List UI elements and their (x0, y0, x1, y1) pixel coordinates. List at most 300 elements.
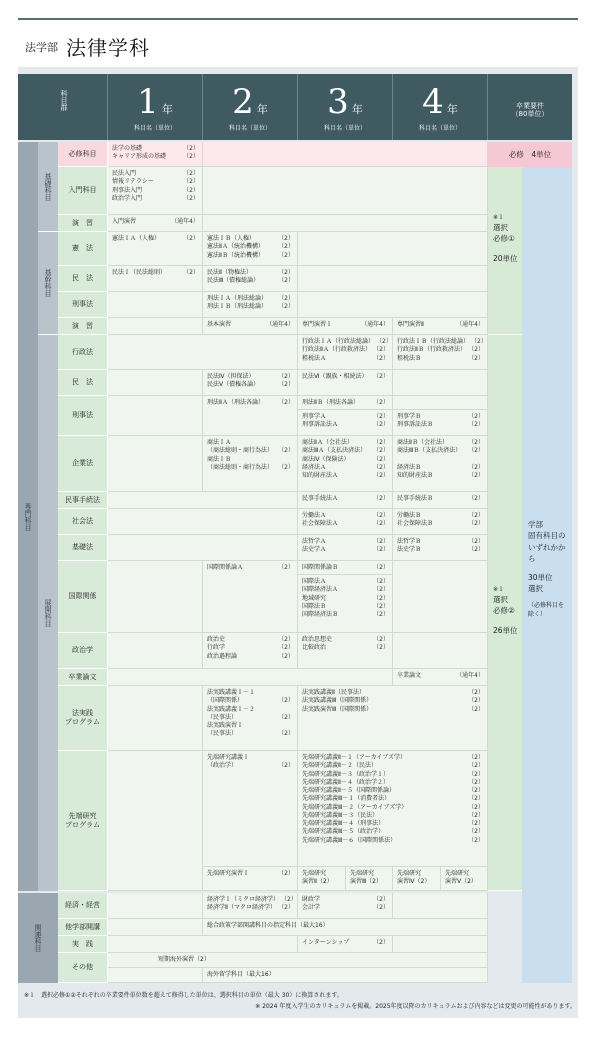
course-line (112, 153, 199, 161)
course-name: 専門演習Ⅱ (397, 321, 424, 328)
footnote-2: ※ 2024 年度入学生のカリキュラムを掲載。2025年度以降のカリキュラムおよび内容などは変更の可能性があります。 (255, 1003, 576, 1010)
course-name: 先端研究講義Ⅲ－２（アーカイブズ学） (302, 803, 408, 811)
course-credits: （2） (278, 447, 294, 455)
course-name: 民法入門 (112, 170, 137, 177)
course-name: 国際法Ｂ (302, 602, 327, 610)
cell-keiji2-y4a (393, 396, 488, 410)
course-line (207, 870, 294, 878)
cat-minji-tetsuzuki: 民事手続法 (58, 492, 108, 509)
course-name: 行政法ⅡＢ（行政救済法） (397, 346, 466, 354)
course-name: 国際法Ａ (302, 578, 327, 585)
ens2-line1: 先端研究 (302, 870, 327, 877)
course-credits: （2） (373, 636, 389, 643)
req-sel1 (488, 167, 522, 335)
course-line (302, 697, 484, 705)
course-name: 行政法ＩＢ（行政法総論） (397, 338, 470, 345)
course-name: 国際経済法Ａ (302, 586, 339, 594)
course-credits: （2） (468, 705, 484, 713)
course-name: 民法Ｉ（民法総則） (112, 269, 167, 276)
course-name: 財政学 (302, 896, 321, 903)
cell-minpo-y1 (108, 266, 203, 292)
course-credits: （2） (471, 338, 487, 345)
sel1-l4: 20単位 (493, 253, 518, 263)
course-line (302, 644, 389, 652)
cat-gyosei: 行政法 (58, 335, 108, 370)
cell-kiso-y12 (108, 535, 298, 561)
course-credits: （2） (468, 803, 484, 811)
course-credits: （2） (373, 373, 389, 380)
req-blue (522, 167, 572, 983)
page-title: 法律学科 (66, 36, 150, 60)
course-credits: （2） (468, 689, 484, 696)
cell-kigyo-y4 (393, 436, 488, 492)
blue-l3 (528, 564, 572, 572)
cell-enshu2-y2 (203, 318, 298, 335)
faculty-label: 法学部 (25, 41, 58, 54)
course-name: 知的財産法Ｂ (397, 472, 434, 480)
course-name: 民法Ⅴ（債権各論） (207, 381, 260, 389)
course-credits: （2） (278, 904, 294, 912)
cat-seiji: 政治学 (58, 633, 108, 669)
course-name: 先端研究講義Ⅲ－１（消費者法） (302, 795, 391, 803)
course-credits: （通年4） (266, 321, 294, 328)
cell-keiji-y2 (203, 292, 298, 318)
course-credits: （2） (468, 495, 484, 502)
course-credits: （2） (373, 421, 389, 429)
course-name: 民法Ⅱ（物権法） (207, 269, 252, 276)
course-name: 商法ＩＡ (207, 439, 232, 446)
course-line (302, 904, 389, 912)
course-name: （民事法） (207, 730, 238, 738)
cell-jissen-y12 (108, 936, 298, 953)
sel1-l3 (493, 245, 522, 253)
course-name: 民事手続法Ｂ (397, 495, 434, 502)
cell-minso-y3 (298, 492, 393, 509)
cat-kokusai: 国際関係 (58, 561, 108, 633)
course-credits: （2） (373, 495, 389, 502)
header-year-3 (298, 74, 393, 140)
course-name: 先端研究講義Ⅲ－３（民法） (302, 811, 379, 819)
ens3-line2: 演習Ⅲ（2） (350, 878, 382, 886)
cell-minpo-y2 (203, 266, 298, 292)
blue-l0: 学部 (528, 520, 543, 529)
footnote-1: ※１ 選択必修①②それぞれの卒業要件単位数を超えて修得した単位は、選択科目の単位（最大 30）に換算されます。 (24, 992, 343, 999)
course-line (207, 706, 294, 714)
course-line (112, 178, 199, 186)
course-name: 刑事法入門 (112, 186, 143, 194)
course-line (302, 399, 389, 407)
course-name: 刑事学Ａ (302, 413, 327, 420)
course-line (302, 795, 484, 803)
header-year-2 (203, 74, 298, 140)
course-line (397, 355, 484, 363)
cell-seiji-y2 (203, 633, 298, 669)
course-credits: （2） (468, 447, 484, 455)
course-credits: （通年4） (361, 321, 389, 328)
cat-enshu-2: 演 習 (58, 318, 108, 335)
course-credits: （2） (183, 186, 199, 194)
course-name: 民法Ⅲ（債権総論） (207, 277, 260, 285)
cell-seiji-y4 (393, 633, 488, 669)
cat-keiji-2: 刑事法 (58, 396, 108, 436)
course-line (207, 447, 294, 455)
cell-kigyo-y1 (108, 436, 203, 492)
course-name: 先端研究演習Ｉ (207, 870, 250, 877)
course-name: 専門演習Ｉ (302, 321, 333, 328)
sel2-l3 (493, 617, 522, 625)
course-name: 経済法Ａ (302, 463, 327, 471)
course-credits: （2） (468, 546, 484, 554)
ens5-line1: 先端研究 (445, 870, 470, 877)
course-credits: （2） (468, 828, 484, 836)
course-name: 租税法Ａ (302, 354, 327, 362)
year-3-sub: 科目名（単位） (323, 125, 366, 132)
sel1-l1: 選択 (493, 223, 508, 232)
course-name: 情報リテラシー (112, 178, 154, 186)
cat-kisoho: 基礎法 (58, 535, 108, 561)
cat-kenpo: 憲 法 (58, 232, 108, 266)
cat-kigyo: 企業法 (58, 436, 108, 492)
course-line (207, 653, 294, 661)
course-name: 商法ⅡＢ（会社法） (397, 439, 448, 446)
cell-gyosei-y12 (108, 335, 298, 370)
cell-keizai-y1 (108, 893, 203, 919)
header-year-1 (108, 74, 203, 140)
course-name: （国際関係） (207, 697, 244, 705)
sel1-l0: ※１ (493, 214, 505, 221)
course-line (397, 447, 484, 455)
course-name: 会計学 (302, 904, 321, 912)
course-name: 先端研究講義Ⅱ－１（アーカイブズ学） (302, 754, 407, 761)
top-rule (18, 18, 578, 20)
course-line (207, 321, 294, 329)
cell-sentan-y2 (203, 751, 298, 867)
course-line (397, 321, 484, 329)
course-line (302, 603, 389, 611)
cat-sonota: その他 (58, 953, 108, 983)
course-name: 国際関係論Ａ (207, 564, 244, 571)
blue-l5: 選択 (528, 584, 543, 594)
course-line (207, 277, 294, 285)
course-name: 民事手続法Ａ (302, 495, 339, 502)
course-line (302, 771, 484, 779)
cell-tagakubu-y1 (108, 919, 203, 936)
cell-kigyo-y3 (298, 436, 393, 492)
course-line (397, 495, 484, 503)
course-name: 憲法ⅡＡ（統治機構） (207, 243, 264, 251)
course-credits: （2） (278, 697, 294, 705)
course-line (302, 355, 389, 363)
course-name: 経済学Ｉ（ミクロ経済学） (207, 896, 280, 903)
course-line (302, 837, 484, 845)
group-tenkai: 展開科目 (38, 335, 58, 891)
course-line (302, 421, 389, 429)
course-name: キャリア形成の基礎 (112, 153, 167, 161)
course-credits: （2） (373, 447, 389, 455)
course-credits: （2） (373, 413, 389, 420)
cell-shakai-y3 (298, 509, 393, 535)
cell-hojissen-y1 (108, 686, 203, 751)
course-line (302, 321, 389, 329)
ens3-line1: 先端研究 (350, 870, 375, 877)
course-line (302, 495, 389, 503)
cell-sentan-ens-y4a (393, 867, 441, 891)
course-name: 民法Ⅵ（親族・相続法） (302, 373, 368, 380)
course-line (302, 447, 389, 455)
course-name: 先端研究講義Ⅲ－６（国際関係法） (302, 836, 397, 844)
course-line (302, 456, 389, 464)
course-line (207, 399, 294, 407)
year-2-kanji: 年 (256, 103, 268, 116)
course-credits: （2） (373, 896, 389, 903)
course-name: 先端研究講義Ⅱ－３（政治学１） (302, 770, 389, 778)
course-name: 先端研究講義Ⅲ－５（政治学） (302, 828, 385, 836)
course-credits: （通年4） (456, 672, 484, 679)
blue-l8: 除く） (528, 610, 547, 618)
ens4-line2: 演習Ⅳ（2） (397, 878, 431, 886)
course-line (112, 235, 199, 243)
req-hisshu: 必修 4単位 (488, 142, 572, 167)
course-name: 刑事訴訟法Ｂ (397, 421, 434, 429)
course-line (302, 812, 484, 820)
cell-gyosei-y4 (393, 335, 488, 370)
course-credits: （2） (468, 836, 484, 844)
course-credits: （2） (373, 512, 389, 519)
course-line (302, 779, 484, 787)
year-1-number: 1 (137, 82, 159, 122)
cat-keizai: 経済・経営 (58, 893, 108, 919)
cell-kigyo-y2 (203, 436, 298, 492)
course-name: 法実践講義Ｉ－１ (207, 689, 256, 696)
cell-sotsuron-y4 (393, 669, 488, 686)
cell-minpo-rest (298, 266, 488, 292)
course-credits: （2） (468, 512, 484, 519)
course-name: 商法Ⅳ（保険法） (302, 455, 350, 463)
cell-kenpo-y1 (108, 232, 203, 266)
course-name: 卒業論文 (397, 672, 422, 679)
ens5-line2: 演習Ⅴ（2） (445, 878, 477, 886)
course-name: 民法Ⅳ（担保法） (207, 373, 255, 380)
course-line (302, 762, 484, 770)
course-name: 憲法ＩＢ（人権） (207, 235, 256, 242)
curriculum-table (18, 67, 578, 1018)
header-year-4 (393, 74, 488, 140)
course-name: 社会保障法Ａ (302, 520, 339, 528)
course-credits: （2） (373, 578, 389, 585)
course-line (302, 472, 389, 480)
cell-sentan-ens-y3a (298, 867, 346, 891)
course-name: （民事法） (207, 713, 238, 721)
course-credits: （2） (183, 269, 199, 276)
course-credits: （2） (468, 778, 484, 786)
course-name: 法史学Ａ (302, 546, 327, 554)
course-name: 刑法ＩＡ（刑法総論） (207, 295, 268, 302)
ens2-line2: 演習Ⅱ（2） (302, 878, 333, 886)
course-credits: （2） (278, 251, 294, 259)
year-1-kanji: 年 (161, 103, 173, 116)
course-name: 行政法ＩＡ（行政法総論） (302, 338, 375, 345)
course-credits: （2） (183, 194, 199, 202)
course-credits: （2） (468, 421, 484, 429)
course-name: 経済学Ⅱ（マクロ経済学） (207, 904, 276, 912)
cat-sentan: 先端研究 プログラム (58, 751, 108, 891)
course-line (207, 644, 294, 652)
cat-shakai: 社会法 (58, 509, 108, 535)
cell-keizai-y4 (393, 893, 488, 919)
course-credits: （2） (278, 713, 294, 721)
course-name: 刑法ＩＢ（刑法総論） (207, 303, 268, 311)
course-credits: （2） (373, 439, 389, 446)
cell-kenpo-rest (298, 232, 488, 266)
cell-hojissen-y2 (203, 686, 298, 751)
cat-hisshu: 必修科目 (58, 142, 108, 167)
course-line (207, 730, 294, 738)
req-title: 卒業要件 (516, 102, 544, 110)
course-credits: （2） (468, 795, 484, 803)
cell-minso-y12 (108, 492, 298, 509)
cat-enshu-1: 演 習 (58, 215, 108, 232)
blue-l4: 30単位 (528, 573, 553, 582)
cell-shakai-y4 (393, 509, 488, 535)
course-credits: （2） (278, 295, 294, 302)
cell-minpo2-y1 (108, 370, 203, 396)
course-credits: （2） (278, 730, 294, 738)
course-name: （政治学） (207, 762, 238, 770)
req-sel2-text (488, 335, 522, 636)
group-kiso: 基礎科目 (38, 142, 58, 232)
cell-keiji2-y4 (393, 410, 488, 436)
course-line (112, 187, 199, 195)
course-name: 先端研究講義Ⅱ－４（政治学２） (302, 778, 389, 786)
cell-kenpo-y2 (203, 232, 298, 266)
course-name: 経済法Ｂ (397, 463, 422, 471)
cat-keijiho: 刑事法 (58, 292, 108, 318)
cell-keiji2-y1 (108, 396, 203, 436)
course-credits: （2） (183, 178, 199, 186)
course-name: 先端研究講義Ⅱ－５（国際関係論） (302, 787, 395, 795)
course-line (302, 828, 484, 836)
course-credits: （2） (278, 269, 294, 276)
cell-sentan-y1 (108, 751, 203, 891)
cell-kokusai-y2 (203, 561, 298, 633)
cell-keiji-rest (298, 292, 488, 318)
cell-minpo2-y2 (203, 370, 298, 396)
blue-l2: いずれかから (528, 542, 566, 563)
course-name: 法実践演習Ⅲ（国際関係） (302, 705, 373, 713)
cell-kokusai-y3b (298, 575, 393, 633)
course-name: 憲法ⅡＢ（統治機構） (207, 251, 264, 259)
course-line (207, 456, 294, 464)
course-credits: （2） (468, 538, 484, 545)
course-name: 労働法Ａ (302, 512, 327, 519)
course-credits: （2） (278, 644, 294, 652)
cell-enshu1-y1 (108, 215, 203, 232)
course-name: 労働法Ｂ (397, 512, 422, 519)
course-name: インターンシップ (302, 939, 350, 946)
course-line (302, 586, 389, 594)
course-credits: （通年4） (171, 218, 199, 225)
cell-enshu2-y4 (393, 318, 488, 335)
course-name: 法学の基礎 (112, 145, 143, 152)
blue-l7: （必修科目を (528, 601, 565, 609)
course-credits: （2） (278, 564, 294, 571)
course-name: 国際経済法Ｂ (302, 611, 339, 619)
course-name: 政治思想史 (302, 636, 333, 643)
course-line (397, 456, 484, 464)
year-4-kanji: 年 (446, 103, 458, 116)
cell-nyumon-y1 (108, 167, 203, 215)
course-line (302, 804, 484, 812)
year-1-sub: 科目名（単位） (133, 125, 176, 132)
course-credits: （2） (373, 602, 389, 610)
course-name: 行政学 (207, 644, 226, 652)
course-credits: （2） (278, 463, 294, 471)
course-name (397, 456, 399, 464)
cell-minpo2-y4 (393, 370, 488, 396)
cell-kiso-y3 (298, 535, 393, 561)
course-line (302, 564, 389, 572)
course-credits: （2） (468, 346, 484, 354)
course-line (302, 373, 389, 381)
tagakubu-text: 総合政策学部開講科目の指定科目（最大16） (207, 922, 329, 929)
course-credits: （2） (183, 153, 199, 161)
course-credits: （通年4） (456, 321, 484, 328)
course-credits: （2） (183, 235, 199, 242)
ens4-line1: 先端研究 (397, 870, 422, 877)
course-credits: （2） (278, 243, 294, 251)
course-name: 政治史 (207, 636, 226, 643)
cell-sentan-ens-y3b (346, 867, 393, 891)
cell-keiji2-y3b (298, 410, 393, 436)
course-credits: （2） (278, 303, 294, 311)
course-name: 法実践講義Ⅲ（国際関係） (302, 697, 373, 705)
header-group-label: 科目群 (60, 90, 68, 111)
course-line (207, 381, 294, 389)
cell-kiso-y4 (393, 535, 488, 561)
cell-sonota-b (203, 968, 488, 983)
course-credits: （2） (278, 652, 294, 660)
course-line (207, 464, 294, 472)
course-credits: （2） (373, 538, 389, 545)
course-credits: （2） (278, 373, 294, 380)
course-name: 政治学入門 (112, 194, 143, 202)
cell-sentan-ens-y2 (203, 867, 298, 891)
course-line (112, 269, 199, 277)
course-name: 商法ＩＢ (207, 455, 232, 463)
course-credits: （2） (278, 235, 294, 242)
course-name: 国際関係論Ｂ (302, 564, 339, 571)
course-name: 法史学Ｂ (397, 546, 422, 554)
group-kikan: 基幹科目 (38, 232, 58, 335)
year-3-kanji: 年 (351, 103, 363, 116)
cat-hojissen: 法実践 プログラム (58, 686, 108, 751)
cell-hojissen-y34 (298, 686, 488, 751)
course-credits: （2） (468, 811, 484, 819)
year-4-sub: 科目名（単位） (418, 125, 461, 132)
req-sel2 (488, 335, 522, 891)
cell-kokusai-y4 (393, 561, 488, 633)
header-requirements (488, 74, 572, 140)
course-line (207, 762, 294, 770)
course-credits: （2） (468, 439, 484, 446)
cell-sonota-a (108, 953, 488, 968)
course-credits: （2） (373, 546, 389, 554)
course-credits: （2） (468, 520, 484, 528)
cell-jissen-y3 (298, 936, 393, 953)
cell-sentan-y34 (298, 751, 488, 867)
group-senmon: 専門科目 (18, 142, 38, 891)
course-name: 社会保障法Ｂ (397, 520, 434, 528)
